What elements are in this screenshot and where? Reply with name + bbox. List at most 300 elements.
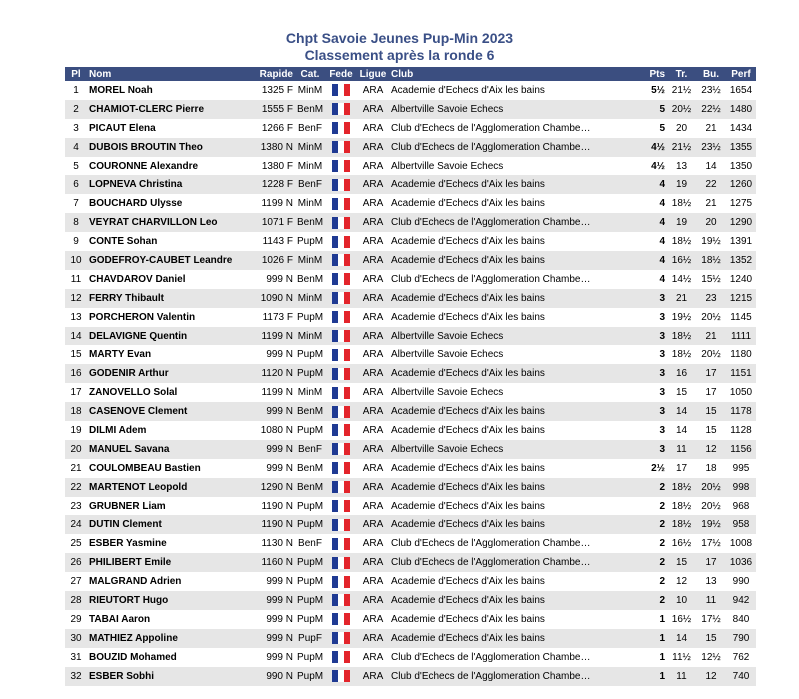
cell-tr: 12: [675, 576, 688, 588]
player-name-link[interactable]: ZANOVELLO Solal: [89, 387, 178, 399]
cell-club: Club d'Echecs de l'Agglomeration Chambe…: [391, 273, 591, 285]
cell-pl: 12: [70, 292, 82, 304]
cell-tr: 16: [675, 368, 688, 380]
table-row: [65, 364, 756, 383]
france-flag-icon: [332, 292, 350, 304]
cell-cat: PupM: [297, 368, 324, 380]
cell-pts: 2: [659, 481, 665, 493]
table-row: [65, 421, 756, 440]
cell-pts: 5½: [651, 84, 665, 96]
cell-perf: 1156: [730, 443, 752, 455]
cell-fede: [325, 232, 357, 251]
header-club[interactable]: Club: [391, 68, 414, 80]
cell-pl: 19: [70, 424, 82, 436]
cell-perf: 1128: [730, 424, 752, 436]
player-name-link[interactable]: COULOMBEAU Bastien: [89, 462, 201, 474]
cell-fede: [325, 251, 357, 270]
cell-fede: [325, 138, 357, 157]
cell-club: Academie d'Echecs d'Aix les bains: [391, 594, 545, 606]
cell-ligue: ARA: [362, 594, 384, 606]
france-flag-icon: [332, 594, 350, 606]
france-flag-icon: [332, 500, 350, 512]
player-name-link[interactable]: PICAUT Elena: [89, 122, 156, 134]
cell-tr: 15: [675, 557, 688, 569]
cell-fede: [325, 213, 357, 232]
cell-rapide: 1190 N: [261, 500, 293, 512]
player-name-link[interactable]: CONTE Sohan: [89, 236, 158, 248]
cell-perf: 1151: [730, 368, 752, 380]
player-name-link[interactable]: DUTIN Clement: [89, 519, 162, 531]
cell-club: Club d'Echecs de l'Agglomeration Chambe…: [391, 217, 591, 229]
cell-pl: 4: [73, 141, 79, 153]
cell-cat: PupM: [297, 519, 324, 531]
cell-perf: 1180: [730, 349, 752, 361]
cell-fede: [325, 667, 357, 686]
table-row: [65, 308, 756, 327]
cell-bu: 23½: [701, 84, 721, 96]
cell-fede: [325, 157, 357, 176]
cell-cat: MinM: [297, 141, 323, 153]
cell-rapide: 990 N: [266, 670, 293, 682]
cell-bu: 20: [705, 217, 717, 229]
header-pts[interactable]: Pts: [649, 68, 665, 80]
cell-rapide: 999 N: [266, 349, 293, 361]
cell-perf: 1050: [729, 387, 753, 399]
cell-perf: 958: [732, 519, 750, 531]
cell-ligue: ARA: [362, 179, 384, 191]
player-name-link[interactable]: MOREL Noah: [89, 84, 153, 96]
cell-fede: [325, 459, 357, 478]
cell-rapide: 1143 F: [262, 236, 293, 248]
cell-bu: 12: [705, 443, 717, 455]
cell-fede: [325, 478, 357, 497]
cell-pts: 1: [659, 651, 665, 663]
france-flag-icon: [332, 330, 350, 342]
table-row: [65, 667, 756, 686]
player-name-link[interactable]: BOUCHARD Ulysse: [89, 198, 183, 210]
cell-bu: 15½: [701, 273, 721, 285]
player-name-link[interactable]: DILMI Adem: [89, 424, 147, 436]
cell-club: Club d'Echecs de l'Agglomeration Chambe…: [391, 141, 591, 153]
table-header-row: [65, 67, 756, 81]
france-flag-icon: [332, 519, 350, 531]
table-row: [65, 100, 756, 119]
table-row: [65, 345, 756, 364]
france-flag-icon: [332, 273, 350, 285]
cell-ligue: ARA: [362, 160, 384, 172]
cell-ligue: ARA: [362, 217, 384, 229]
player-name-link[interactable]: DELAVIGNE Quentin: [89, 330, 188, 342]
cell-tr: 16½: [671, 254, 692, 266]
page-title: Chpt Savoie Jeunes Pup-Min 2023: [285, 30, 514, 46]
cell-tr: 11½: [672, 651, 691, 663]
cell-ligue: ARA: [362, 387, 384, 399]
header-perf[interactable]: Perf: [731, 68, 751, 80]
cell-fede: [325, 327, 357, 346]
cell-cat: BenM: [297, 481, 324, 493]
cell-ligue: ARA: [362, 122, 384, 134]
player-name-link[interactable]: MARTENOT Leopold: [89, 481, 188, 493]
cell-fede: [325, 364, 357, 383]
player-name-link[interactable]: CHAVDAROV Daniel: [89, 273, 186, 285]
cell-cat: PupM: [297, 236, 324, 248]
cell-cat: PupM: [297, 651, 324, 663]
cell-ligue: ARA: [362, 254, 384, 266]
cell-fede: [325, 270, 357, 289]
cell-bu: 21: [705, 198, 717, 210]
cell-rapide: 1266 F: [261, 122, 293, 134]
cell-cat: BenM: [297, 217, 324, 229]
france-flag-icon: [332, 349, 350, 361]
cell-pts: 1: [659, 670, 665, 682]
cell-perf: 1434: [729, 122, 753, 134]
cell-rapide: 1199 N: [261, 330, 293, 342]
cell-cat: PupM: [297, 557, 324, 569]
cell-rapide: 999 N: [266, 594, 293, 606]
cell-club: Academie d'Echecs d'Aix les bains: [391, 406, 545, 418]
cell-club: Albertville Savoie Echecs: [391, 349, 504, 361]
cell-perf: 740: [732, 670, 750, 682]
cell-fede: [325, 345, 357, 364]
cell-bu: 22½: [701, 103, 721, 115]
cell-perf: 1145: [730, 311, 752, 323]
cell-pts: 4: [659, 217, 665, 229]
player-name-link[interactable]: TABAI Aaron: [89, 613, 151, 625]
cell-pts: 5: [659, 122, 665, 134]
cell-bu: 21: [705, 122, 717, 134]
cell-club: Academie d'Echecs d'Aix les bains: [391, 481, 545, 493]
cell-tr: 19: [675, 179, 688, 191]
cell-club: Academie d'Echecs d'Aix les bains: [391, 311, 545, 323]
cell-ligue: ARA: [362, 368, 384, 380]
cell-ligue: ARA: [362, 576, 384, 588]
cell-pl: 31: [70, 651, 82, 663]
cell-pl: 21: [70, 462, 82, 474]
cell-pts: 3: [659, 292, 665, 304]
player-name-link[interactable]: ESBER Yasmine: [89, 538, 167, 550]
cell-perf: 990: [732, 576, 750, 588]
player-name-link[interactable]: RIEUTORT Hugo: [89, 594, 169, 606]
cell-club: Albertville Savoie Echecs: [391, 160, 504, 172]
cell-cat: BenM: [297, 103, 324, 115]
cell-cat: BenF: [298, 122, 322, 134]
cell-cat: PupM: [297, 670, 324, 682]
cell-rapide: 1130 N: [261, 538, 293, 550]
cell-pts: 5: [659, 103, 665, 115]
france-flag-icon: [332, 103, 350, 115]
france-flag-icon: [332, 632, 350, 644]
france-flag-icon: [332, 670, 350, 682]
cell-fede: [325, 572, 357, 591]
cell-ligue: ARA: [362, 198, 384, 210]
cell-pts: 4: [659, 198, 665, 210]
cell-pts: 3: [659, 349, 665, 361]
cell-ligue: ARA: [362, 311, 384, 323]
header-bu[interactable]: Bu.: [702, 68, 720, 80]
player-name-link[interactable]: DUBOIS BROUTIN Theo: [89, 141, 203, 153]
france-flag-icon: [332, 538, 350, 550]
cell-pl: 32: [70, 670, 82, 682]
cell-fede: [325, 497, 357, 516]
cell-pts: 3: [659, 443, 665, 455]
cell-cat: MinM: [297, 254, 323, 266]
player-name-link[interactable]: VEYRAT CHARVILLON Leo: [89, 217, 218, 229]
cell-perf: 1352: [729, 254, 753, 266]
cell-cat: PupM: [297, 576, 324, 588]
cell-pl: 30: [70, 632, 82, 644]
cell-cat: PupM: [297, 594, 324, 606]
france-flag-icon: [332, 462, 350, 474]
cell-perf: 790: [732, 632, 750, 644]
cell-rapide: 999 N: [266, 443, 293, 455]
cell-bu: 14: [705, 160, 717, 172]
cell-fede: [325, 553, 357, 572]
table-row: [65, 232, 756, 251]
cell-pl: 5: [73, 160, 79, 172]
cell-club: Club d'Echecs de l'Agglomeration Chambe…: [391, 557, 591, 569]
cell-ligue: ARA: [362, 273, 384, 285]
cell-club: Academie d'Echecs d'Aix les bains: [391, 576, 545, 588]
player-name-link[interactable]: GODENIR Arthur: [89, 368, 169, 380]
cell-rapide: 1325 F: [261, 84, 293, 96]
cell-pts: 3: [659, 368, 665, 380]
cell-perf: 1008: [729, 538, 753, 550]
cell-pl: 29: [70, 613, 82, 625]
cell-bu: 17½: [701, 538, 721, 550]
cell-tr: 14: [675, 406, 688, 418]
cell-pts: 4: [659, 179, 665, 191]
player-name-link[interactable]: MALGRAND Adrien: [89, 576, 182, 588]
page-subtitle: Classement après la ronde 6: [304, 47, 495, 63]
cell-fede: [325, 175, 357, 194]
cell-cat: MinM: [297, 387, 323, 399]
header-pl[interactable]: Pl: [71, 68, 81, 80]
cell-club: Albertville Savoie Echecs: [391, 387, 504, 399]
cell-perf: 1178: [730, 406, 752, 418]
player-name-link[interactable]: MATHIEZ Appoline: [89, 632, 178, 644]
player-name-link[interactable]: ESBER Sobhi: [89, 670, 155, 682]
cell-pts: 4: [659, 254, 665, 266]
cell-bu: 20½: [701, 481, 721, 493]
table-row: [65, 289, 756, 308]
cell-club: Albertville Savoie Echecs: [391, 330, 504, 342]
cell-fede: [325, 515, 357, 534]
cell-tr: 18½: [671, 236, 692, 248]
cell-perf: 1391: [729, 236, 753, 248]
cell-club: Academie d'Echecs d'Aix les bains: [391, 424, 545, 436]
cell-rapide: 1026 F: [261, 254, 293, 266]
cell-bu: 13: [705, 576, 717, 588]
cell-pts: 2: [659, 557, 665, 569]
table-row: [65, 478, 756, 497]
cell-bu: 15: [705, 424, 717, 436]
header-cat[interactable]: Cat.: [300, 68, 320, 80]
cell-perf: 1480: [729, 103, 753, 115]
cell-club: Academie d'Echecs d'Aix les bains: [391, 500, 545, 512]
cell-bu: 15: [705, 632, 717, 644]
cell-bu: 17½: [701, 613, 721, 625]
cell-tr: 17: [675, 462, 688, 474]
cell-pl: 25: [70, 538, 82, 550]
table-row: [65, 194, 756, 213]
table-row: [65, 497, 756, 516]
cell-fede: [325, 534, 357, 553]
table-row: [65, 251, 756, 270]
france-flag-icon: [332, 198, 350, 210]
france-flag-icon: [332, 179, 350, 191]
cell-cat: BenM: [297, 406, 324, 418]
cell-pts: 3: [659, 424, 665, 436]
cell-rapide: 1199 N: [261, 198, 293, 210]
table-row: [65, 572, 756, 591]
france-flag-icon: [332, 387, 350, 399]
cell-ligue: ARA: [362, 84, 384, 96]
table-row: [65, 591, 756, 610]
standings-table: [65, 67, 756, 686]
cell-fede: [325, 629, 357, 648]
player-name-link[interactable]: GRUBNER Liam: [89, 500, 166, 512]
cell-pts: 2: [659, 594, 665, 606]
player-name-link[interactable]: CASENOVE Clement: [89, 406, 188, 418]
cell-ligue: ARA: [362, 651, 384, 663]
cell-club: Academie d'Echecs d'Aix les bains: [391, 84, 545, 96]
france-flag-icon: [332, 651, 350, 663]
cell-pts: 3: [659, 311, 665, 323]
cell-pl: 17: [70, 387, 82, 399]
table-row: [65, 648, 756, 667]
cell-tr: 11: [676, 443, 687, 455]
header-tr[interactable]: Tr.: [675, 68, 688, 80]
france-flag-icon: [332, 424, 350, 436]
player-name-link[interactable]: BOUZID Mohamed: [89, 651, 177, 663]
cell-rapide: 999 N: [266, 462, 293, 474]
cell-bu: 20½: [701, 349, 721, 361]
cell-bu: 20½: [701, 311, 721, 323]
cell-rapide: 1380 N: [260, 141, 293, 153]
cell-perf: 1350: [729, 160, 753, 172]
cell-fede: [325, 421, 357, 440]
cell-bu: 18: [705, 462, 717, 474]
cell-pl: 9: [73, 236, 79, 248]
player-name-link[interactable]: GODEFROY-CAUBET Leandre: [89, 254, 233, 266]
france-flag-icon: [332, 311, 350, 323]
cell-cat: PupM: [297, 424, 324, 436]
cell-tr: 18½: [671, 500, 692, 512]
cell-bu: 17: [705, 387, 717, 399]
france-flag-icon: [332, 84, 350, 96]
cell-cat: BenF: [298, 538, 322, 550]
cell-ligue: ARA: [362, 462, 384, 474]
france-flag-icon: [332, 160, 350, 172]
player-name-link[interactable]: FERRY Thibault: [89, 292, 164, 304]
cell-pl: 28: [70, 594, 82, 606]
cell-fede: [325, 648, 357, 667]
cell-cat: PupM: [297, 311, 324, 323]
player-name-link[interactable]: MANUEL Savana: [89, 443, 170, 455]
cell-rapide: 999 N: [266, 632, 293, 644]
cell-rapide: 1160 N: [261, 557, 293, 569]
player-name-link[interactable]: PORCHERON Valentin: [89, 311, 196, 323]
cell-club: Academie d'Echecs d'Aix les bains: [391, 236, 545, 248]
cell-pts: 2: [659, 519, 665, 531]
cell-fede: [325, 591, 357, 610]
cell-rapide: 1071 F: [261, 217, 293, 229]
cell-cat: MinM: [297, 160, 323, 172]
table-row: [65, 327, 756, 346]
cell-tr: 14: [675, 424, 688, 436]
player-name-link[interactable]: PHILIBERT Emile: [89, 557, 172, 569]
cell-pl: 18: [70, 406, 82, 418]
player-name-link[interactable]: MARTY Evan: [89, 349, 152, 361]
header-nom[interactable]: Nom: [89, 68, 112, 80]
cell-rapide: 999 N: [266, 576, 293, 588]
france-flag-icon: [332, 481, 350, 493]
cell-club: Academie d'Echecs d'Aix les bains: [391, 632, 545, 644]
cell-tr: 18½: [671, 519, 692, 531]
player-name-link[interactable]: LOPNEVA Christina: [89, 179, 183, 191]
table-row: [65, 629, 756, 648]
cell-pl: 14: [70, 330, 82, 342]
france-flag-icon: [332, 443, 350, 455]
cell-bu: 11: [705, 594, 717, 606]
cell-pl: 2: [73, 103, 79, 115]
cell-bu: 21: [705, 330, 717, 342]
cell-bu: 15: [705, 406, 717, 418]
cell-perf: 1036: [729, 557, 753, 569]
cell-cat: MinM: [297, 198, 323, 210]
cell-bu: 12: [705, 670, 717, 682]
cell-pl: 13: [70, 311, 82, 323]
cell-pl: 15: [70, 349, 82, 361]
table-row: [65, 119, 756, 138]
cell-tr: 19½: [671, 311, 692, 323]
cell-club: Albertville Savoie Echecs: [391, 103, 504, 115]
cell-rapide: 1173 F: [262, 311, 293, 323]
cell-rapide: 1290 N: [260, 481, 293, 493]
cell-perf: 840: [732, 613, 750, 625]
player-name-link[interactable]: CHAMIOT-CLERC Pierre: [89, 103, 205, 115]
header-ligue[interactable]: Ligue: [359, 68, 387, 80]
cell-pts: 1: [659, 632, 665, 644]
cell-bu: 19½: [701, 236, 721, 248]
header-fede[interactable]: Fede: [329, 68, 353, 80]
cell-pts: 4: [659, 236, 665, 248]
cell-club: Academie d'Echecs d'Aix les bains: [391, 519, 545, 531]
player-name-link[interactable]: COURONNE Alexandre: [89, 160, 199, 172]
cell-club: Club d'Echecs de l'Agglomeration Chambe…: [391, 670, 591, 682]
cell-tr: 21½: [671, 141, 692, 153]
cell-club: Club d'Echecs de l'Agglomeration Chambe…: [391, 538, 591, 550]
cell-rapide: 1090 N: [260, 292, 293, 304]
cell-cat: PupF: [298, 632, 322, 644]
cell-tr: 18½: [671, 349, 692, 361]
cell-tr: 14½: [671, 273, 692, 285]
cell-tr: 15: [675, 387, 688, 399]
cell-fede: [325, 610, 357, 629]
cell-rapide: 1199 N: [261, 387, 293, 399]
cell-pl: 3: [73, 122, 79, 134]
header-rapide[interactable]: Rapide: [259, 68, 293, 80]
cell-fede: [325, 194, 357, 213]
table-row: [65, 175, 756, 194]
cell-fede: [325, 308, 357, 327]
cell-pts: 3: [659, 330, 665, 342]
cell-pl: 16: [70, 368, 82, 380]
cell-pts: 2: [659, 500, 665, 512]
cell-rapide: 1190 N: [261, 519, 293, 531]
cell-tr: 19: [675, 217, 688, 229]
cell-rapide: 1120 N: [261, 368, 293, 380]
